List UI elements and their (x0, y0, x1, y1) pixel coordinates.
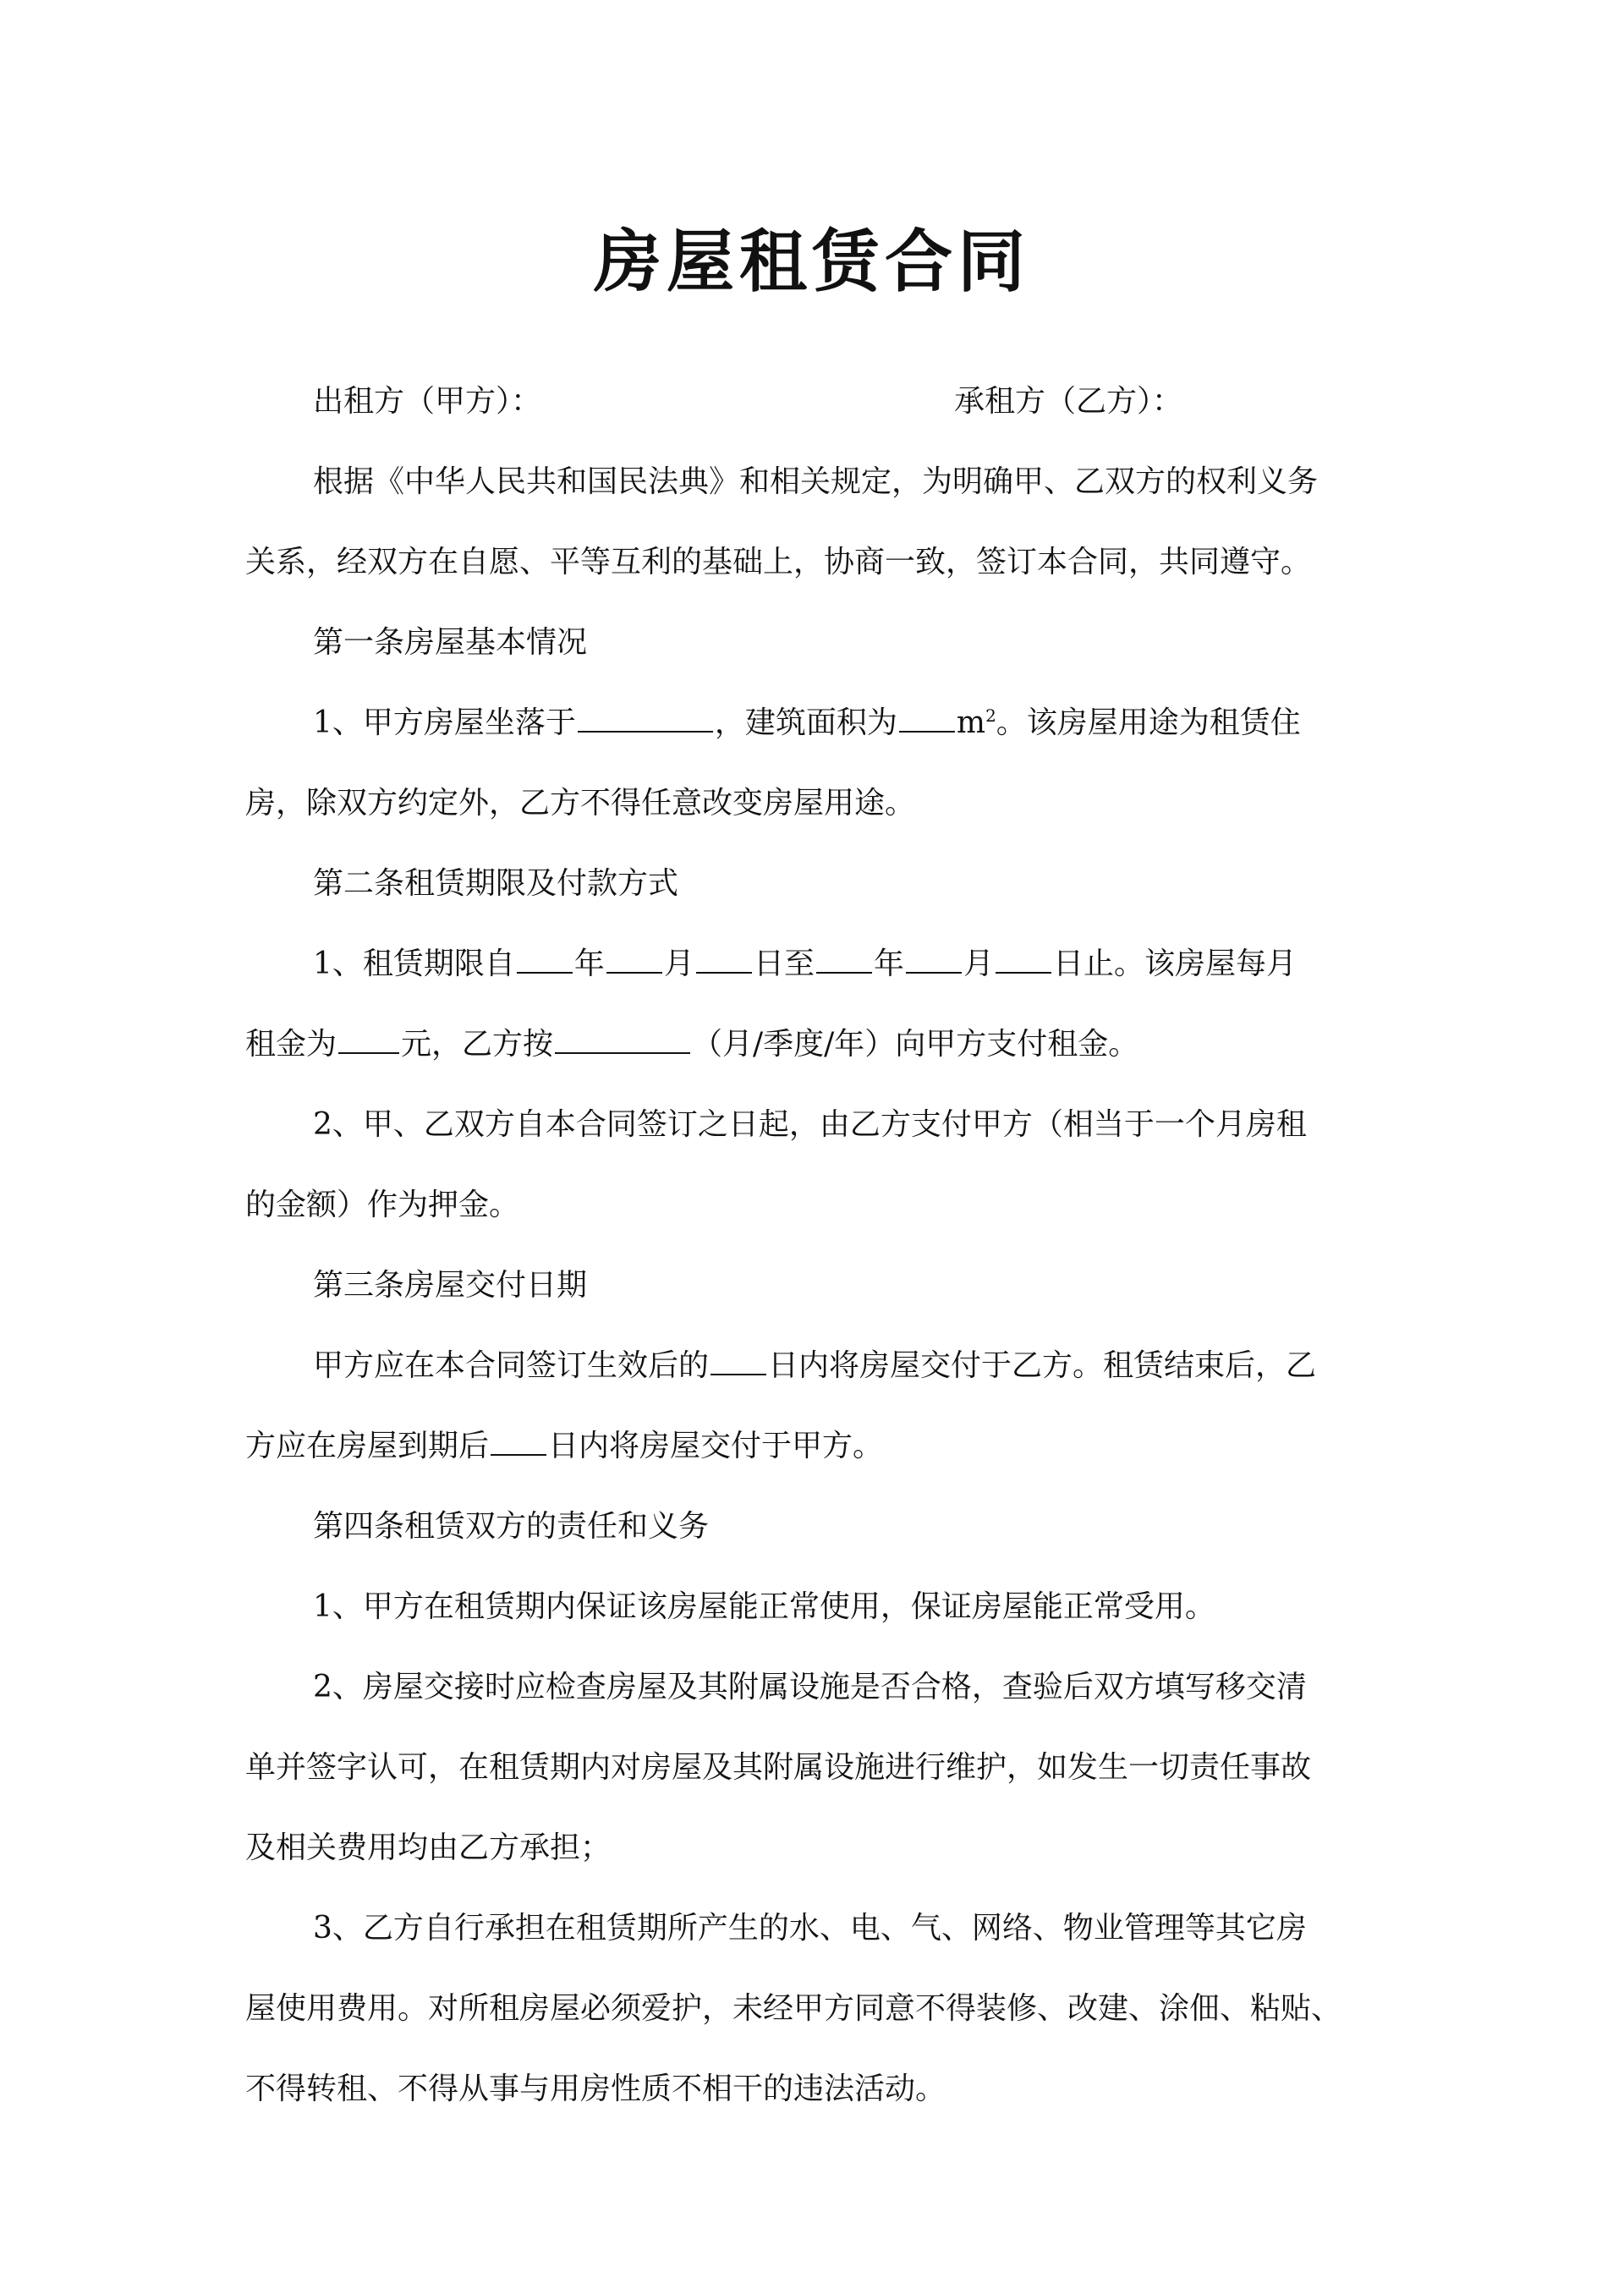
article-4-item-3: 3、乙方自行承担在租赁期所产生的水、电、气、网络、物业管理等其它房 (313, 1911, 1307, 1946)
article-2-item-1-cont (245, 1019, 1379, 1070)
text-segment: （月/季度/年）向甲方支付租金。 (692, 1027, 1139, 1062)
text-segment: 方应在房屋到期后 (245, 1429, 490, 1463)
text-segment: 日至 (753, 947, 815, 981)
article-2-item-2-cont: 的金额）作为押金。 (245, 1188, 520, 1222)
article-1-heading: 第一条房屋基本情况 (313, 625, 588, 660)
text-segment: 1、甲方房屋坐落于 (313, 705, 576, 740)
text-segment: 年 (573, 947, 605, 981)
article-3-line-2 (245, 1421, 1379, 1472)
article-4-heading: 第四条租赁双方的责任和义务 (313, 1509, 710, 1544)
article-3-heading: 第三条房屋交付日期 (313, 1268, 588, 1303)
text-segment: 日内将房屋交付于甲方。 (548, 1429, 884, 1463)
article-2-item-1 (313, 939, 1446, 990)
article-1-item-1 (313, 698, 1446, 749)
preamble-line-2: 关系，经双方在自愿、平等互利的基础上，协商一致，签订本合同，共同遵守。 (245, 545, 1312, 579)
article-4-item-2-cont: 及相关费用均由乙方承担； (245, 1830, 612, 1865)
lessee-label: 承租方（乙方）： (954, 384, 1183, 419)
document-title: 房屋租赁合同 (594, 222, 1030, 301)
delivery-days-blank (710, 1345, 766, 1375)
article-1-item-1-cont: 房，除双方约定外，乙方不得任意改变房屋用途。 (245, 786, 916, 820)
article-3-line-1 (313, 1341, 1446, 1391)
rent-amount-blank (338, 1024, 399, 1054)
unit-superscript: 2 (985, 705, 996, 726)
location-blank (578, 702, 713, 733)
text-segment: 月 (663, 947, 694, 981)
article-4-item-3-cont: 屋使用费用。对所租房屋必须爱护，未经甲方同意不得装修、改建、涂佃、粘贴、 (245, 1991, 1342, 2026)
return-days-blank (491, 1425, 546, 1456)
text-segment: 日止。该房屋每月 (1052, 947, 1297, 981)
start-year-blank (517, 943, 573, 974)
text-segment: 1、租赁期限自 (313, 947, 515, 981)
text-segment: 月 (963, 947, 994, 981)
text-segment: 租金为 (245, 1027, 337, 1062)
start-month-blank (606, 943, 662, 974)
article-4-item-2-cont: 单并签字认可，在租赁期内对房屋及其附属设施进行维护，如发生一切责任事故 (245, 1750, 1312, 1785)
lessor-label: 出租方（甲方）： (313, 384, 542, 419)
article-4-item-3-cont: 不得转租、不得从事与用房性质不相干的违法活动。 (245, 2072, 946, 2106)
unit-text: m (956, 705, 986, 740)
start-day-blank (696, 943, 752, 974)
text-segment: 元，乙方按 (401, 1027, 554, 1062)
text-segment: 甲方应在本合同签订生效后的 (313, 1348, 710, 1383)
preamble-line-1: 根据《中华人民共和国民法典》和相关规定，为明确甲、乙双方的权利义务 (313, 464, 1319, 499)
end-month-blank (906, 943, 962, 974)
text-segment: ，建筑面积为 (714, 705, 897, 740)
text-segment: 。该房屋用途为租赁住 (996, 705, 1301, 740)
article-2-heading: 第二条租赁期限及付款方式 (313, 866, 679, 901)
text-segment: 日内将房屋交付于乙方。租赁结束后，乙 (768, 1348, 1317, 1383)
end-year-blank (816, 943, 872, 974)
text-segment: 年 (873, 947, 904, 981)
article-4-item-2: 2、房屋交接时应检查房屋及其附属设施是否合格，查验后双方填写移交清 (313, 1670, 1307, 1704)
article-4-item-1: 1、甲方在租赁期内保证该房屋能正常使用，保证房屋能正常受用。 (313, 1589, 1215, 1624)
payment-period-blank (555, 1024, 690, 1054)
end-day-blank (996, 943, 1051, 974)
area-blank (899, 702, 955, 733)
article-2-item-2: 2、甲、乙双方自本合同签订之日起，由乙方支付甲方（相当于一个月房租 (313, 1107, 1307, 1142)
